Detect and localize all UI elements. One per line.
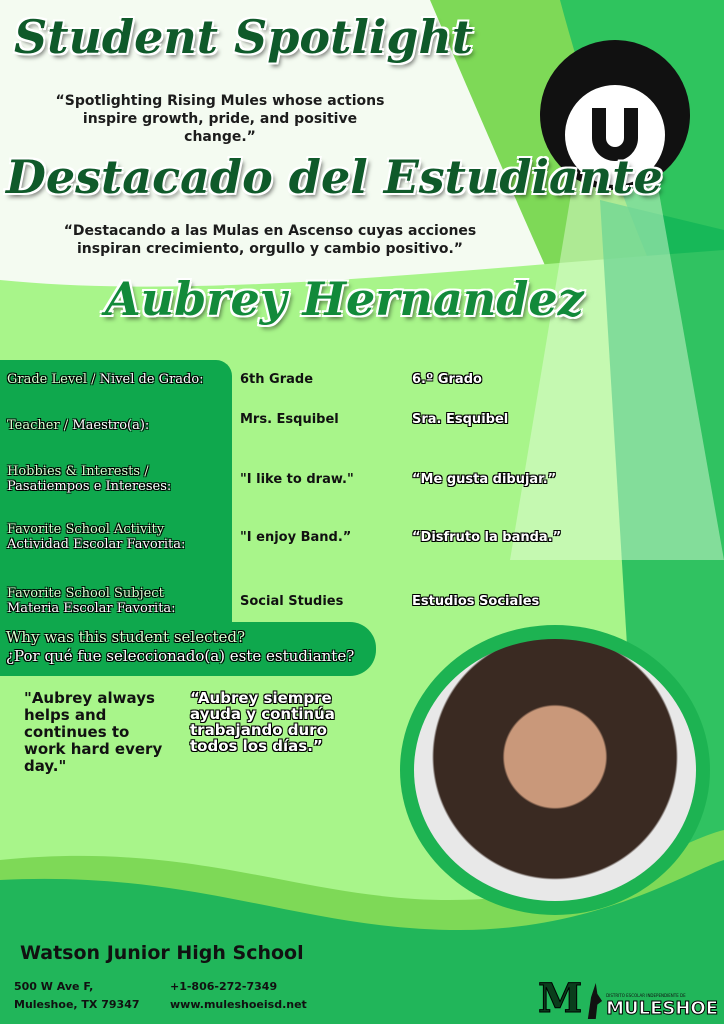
mule-icon <box>586 983 602 1019</box>
row-label: Hobbies & Interests / Pasatiempos e Intereses: <box>7 464 172 494</box>
school-name: Watson Junior High School <box>20 942 304 964</box>
row-value-en: "I like to draw." <box>240 472 354 487</box>
answer-en: "Aubrey always helps and continues to work hard every day." <box>24 689 163 775</box>
row-value-es: “Disfruto la banda.” <box>412 530 562 545</box>
subtitle-es: “Destacando a las Mulas en Ascenso cuyas acciones inspiran crecimiento, orgullo y cambio positivo.” <box>63 223 477 257</box>
subtitle-en: “Spotlighting Rising Mules whose actions inspire growth, pride, and positive change.” <box>55 93 385 145</box>
row-label: Favorite School Activity Actividad Escolar Favorita: <box>7 522 186 552</box>
why-question-en: Why was this student selected? <box>6 628 246 646</box>
row-value-es: Sra. Esquibel <box>412 412 509 427</box>
title-es: Destacado del Estudiante <box>6 150 663 204</box>
address-line-1: 500 W Ave F, <box>14 980 94 993</box>
row-value-es: 6.º Grado <box>412 372 482 387</box>
row-value-en: "I enjoy Band.” <box>240 530 352 545</box>
row-label: Favorite School Subject Materia Escolar Favorita: <box>7 586 176 616</box>
student-photo <box>400 625 710 915</box>
title-en: Student Spotlight <box>14 10 474 64</box>
answer-es: “Aubrey siempre ayuda y continúa trabajando duro todos los días.” <box>190 689 335 755</box>
address-line-2: Muleshoe, TX 79347 <box>14 998 140 1011</box>
row-label: Grade Level / Nivel de Grado: <box>7 372 204 387</box>
row-label: Teacher / Maestro(a): <box>7 418 150 433</box>
row-value-en: 6th Grade <box>240 372 314 387</box>
student-name: Aubrey Hernandez <box>105 272 584 326</box>
why-question-es: ¿Por qué fue seleccionado(a) este estudiante? <box>6 647 355 665</box>
row-value-es: Estudios Sociales <box>412 594 540 609</box>
row-value-es: “Me gusta dibujar.” <box>412 472 557 487</box>
row-value-en: Mrs. Esquibel <box>240 412 339 427</box>
row-value-en: Social Studies <box>240 594 344 609</box>
muleshoe-logo: M DISTRITO ESCOLAR INDEPENDIENTE DE MULESHOE <box>538 975 718 1022</box>
website-link[interactable]: www.muleshoeisd.net <box>170 998 307 1011</box>
phone: +1-806-272-7349 <box>170 980 278 993</box>
why-box <box>0 622 376 676</box>
